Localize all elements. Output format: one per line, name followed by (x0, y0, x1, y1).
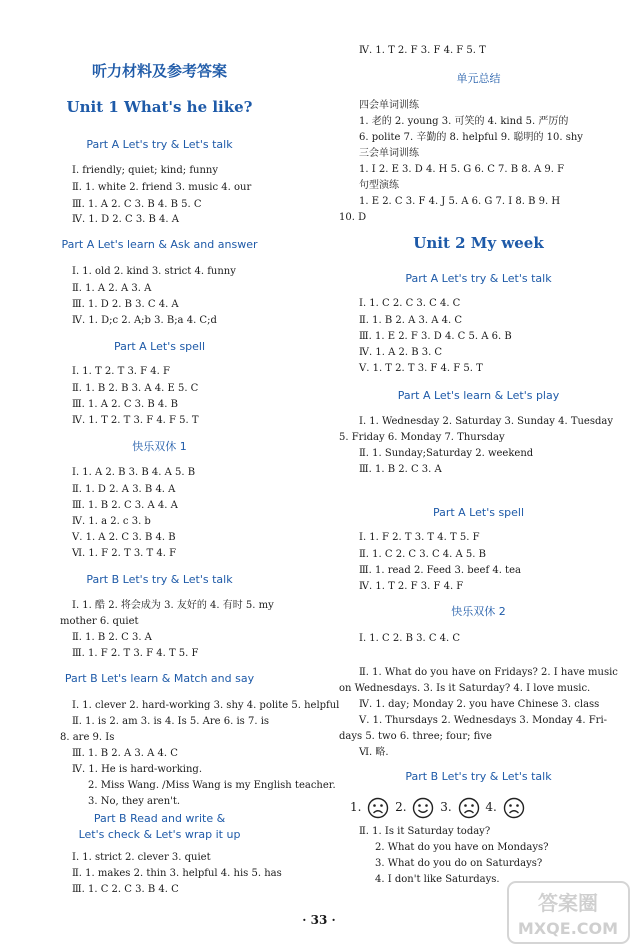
section-header: Let's check & Let's wrap it up (78, 828, 241, 841)
answer-line: Ⅱ. 1. white 2. friend 3. music 4. our (72, 182, 252, 193)
section-header: Part B Read and write & (93, 812, 226, 825)
answer-line: 8. are 9. Is (60, 732, 115, 743)
svg-text:MXQE.COM: MXQE.COM (517, 919, 619, 938)
answer-line: Ⅲ. 1. A 2. C 3. B 4. B (72, 399, 178, 410)
answer-line: Ⅳ. 1. day; Monday 2. you have Chinese 3. class (359, 699, 600, 710)
answer-line: 2. What do you have on Mondays? (375, 842, 549, 853)
section-header: Part B Let's learn & Match and say (64, 672, 255, 685)
happy-face-icon (412, 797, 434, 819)
answer-line: Ⅲ. 1. C 2. C 3. B 4. C (72, 884, 179, 895)
section-header: Part B Let's try & Let's talk (86, 573, 233, 586)
answer-line: Ⅳ. 1. T 2. F 3. F 4. F 5. T (359, 45, 486, 56)
answer-line: Ⅳ. 1. D;c 2. A;b 3. B;a 4. C;d (72, 315, 217, 326)
face-label: 4. (485, 800, 497, 814)
section-header: 单元总结 (456, 72, 501, 85)
answer-line: Ⅱ. 1. B 2. B 3. A 4. E 5. C (72, 383, 199, 394)
answer-line: 1. I 2. E 3. D 4. H 5. G 6. C 7. B 8. A 9. F (359, 164, 565, 175)
sad-face-icon (367, 797, 389, 819)
answer-line: Ⅰ. 1. T 2. T 3. F 4. F (72, 366, 170, 377)
faces-row (350, 795, 527, 819)
answer-line: Ⅱ. 1. What do you have on Fridays? 2. I have music (359, 667, 618, 678)
answer-line: 1. 老的 2. young 3. 可笑的 4. kind 5. 严厉的 (359, 116, 569, 127)
answer-line: Ⅲ. 1. D 2. B 3. C 4. A (72, 299, 179, 310)
answer-line: 1. E 2. C 3. F 4. J 5. A 6. G 7. I 8. B 9. H (359, 196, 561, 207)
answer-line: mother 6. quiet (60, 616, 139, 627)
answer-line: Ⅱ. 1. C 2. C 3. C 4. A 5. B (359, 549, 486, 560)
section-header: Part A Let's learn & Let's play (397, 389, 560, 402)
answer-line: 四会单词训练 (359, 100, 419, 111)
answer-line: Ⅰ. friendly; quiet; kind; funny (72, 165, 218, 176)
answer-line: Ⅱ. 1. A 2. A 3. A (72, 283, 152, 294)
answer-line: 3. What do you do on Saturdays? (375, 858, 543, 869)
answer-line: 4. I don't like Saturdays. (375, 874, 500, 885)
answer-line: Ⅱ. 1. makes 2. thin 3. helpful 4. his 5. has (72, 868, 282, 879)
sad-face-icon (458, 797, 480, 819)
answer-line: Ⅰ. 1. Wednesday 2. Saturday 3. Sunday 4. Tuesday (359, 416, 613, 427)
page-number: · 33 · (302, 913, 336, 927)
face-label: 3. (440, 800, 452, 814)
section-header: Part A Let's try & Let's talk (86, 138, 233, 151)
answer-line: Ⅲ. 1. B 2. A 3. A 4. C (72, 748, 178, 759)
section-header: Part B Let's try & Let's talk (405, 770, 552, 783)
answer-line: Ⅰ. 1. A 2. B 3. B 4. A 5. B (72, 467, 196, 478)
answer-line: Ⅲ. 1. F 2. T 3. F 4. T 5. F (72, 648, 199, 659)
answer-line: Ⅲ. 1. B 2. C 3. A 4. A (72, 500, 178, 511)
answer-line: Ⅱ. 1. D 2. A 3. B 4. A (72, 484, 176, 495)
answer-line: Ⅱ. 1. B 2. C 3. A (72, 632, 152, 643)
answer-line: Ⅲ. 1. B 2. C 3. A (359, 464, 442, 475)
sad-face-icon (503, 797, 525, 819)
section-header: Part A Let's spell (113, 340, 206, 353)
unit-1-title: Unit 1 What's he like? (66, 98, 253, 116)
face-label: 1. (350, 800, 362, 814)
answer-line: Ⅰ. 1. strict 2. clever 3. quiet (72, 852, 211, 863)
answer-line: Ⅰ. 1. old 2. kind 3. strict 4. funny (72, 266, 236, 277)
face-label: 2. (395, 800, 407, 814)
section-header: Part A Let's try & Let's talk (405, 272, 552, 285)
answer-line: 10. D (339, 212, 367, 223)
answer-line: 3. No, they aren't. (88, 796, 181, 807)
answer-line: Ⅴ. 1. A 2. C 3. B 4. B (72, 532, 176, 543)
answer-line: Ⅳ. 1. a 2. c 3. b (72, 516, 151, 527)
answer-line: 句型演练 (359, 180, 399, 191)
answer-line: Ⅲ. 1. A 2. C 3. B 4. B 5. C (72, 199, 202, 210)
answer-line: days 5. two 6. three; four; five (339, 731, 492, 742)
section-header: 快乐双休 1 (132, 440, 187, 453)
answer-line: Ⅳ. 1. T 2. F 3. F 4. F (359, 581, 464, 592)
answer-line: Ⅱ. 1. is 2. am 3. is 4. Is 5. Are 6. is 7. is (72, 716, 270, 727)
answer-line: Ⅵ. 略. (359, 747, 389, 758)
answer-line: Ⅰ. 1. C 2. C 3. C 4. C (359, 298, 461, 309)
answer-line: Ⅰ. 1. F 2. T 3. T 4. T 5. F (359, 532, 480, 543)
answer-line: 三会单词训练 (359, 148, 419, 159)
answer-line: Ⅰ. 1. 酷 2. 将会成为 3. 友好的 4. 有时 5. my (72, 600, 274, 611)
answer-line: Ⅴ. 1. Thursdays 2. Wednesdays 3. Monday 4. Fri- (359, 715, 608, 726)
answer-line: Ⅱ. 1. Sunday;Saturday 2. weekend (359, 448, 534, 459)
section-header: Part A Let's learn & Ask and answer (61, 238, 258, 251)
unit-2-title: Unit 2 My week (413, 234, 544, 252)
answer-line: Ⅴ. 1. T 2. T 3. F 4. F 5. T (359, 363, 483, 374)
svg-text:答案圈: 答案圈 (538, 891, 598, 915)
answer-line: Ⅵ. 1. F 2. T 3. T 4. F (72, 548, 177, 559)
answer-line: Ⅳ. 1. T 2. T 3. F 4. F 5. T (72, 415, 199, 426)
answer-line: on Wednesdays. 3. Is it Saturday? 4. I love music. (339, 683, 591, 694)
answer-line: Ⅱ. 1. B 2. A 3. A 4. C (359, 315, 463, 326)
answer-line: Ⅰ. 1. clever 2. hard-working 3. shy 4. polite 5. helpful (72, 700, 340, 711)
answer-line: Ⅱ. 1. Is it Saturday today? (359, 826, 491, 837)
watermark-logo (506, 880, 631, 945)
page-title: 听力材料及参考答案 (91, 62, 227, 80)
answer-line: 2. Miss Wang. /Miss Wang is my English teacher. (88, 780, 336, 791)
answer-line: Ⅳ. 1. He is hard-working. (72, 764, 202, 775)
answer-line: Ⅳ. 1. D 2. C 3. B 4. A (72, 214, 180, 225)
answer-line: 6. polite 7. 辛勤的 8. helpful 9. 聪明的 10. shy (359, 132, 583, 143)
section-header: 快乐双休 2 (451, 605, 506, 618)
answer-line: Ⅰ. 1. C 2. B 3. C 4. C (359, 633, 461, 644)
answer-line: Ⅲ. 1. read 2. Feed 3. beef 4. tea (359, 565, 521, 576)
answer-line: Ⅳ. 1. A 2. B 3. C (359, 347, 443, 358)
answer-line: 5. Friday 6. Monday 7. Thursday (339, 432, 505, 443)
section-header: Part A Let's spell (432, 506, 525, 519)
answer-line: Ⅲ. 1. E 2. F 3. D 4. C 5. A 6. B (359, 331, 512, 342)
